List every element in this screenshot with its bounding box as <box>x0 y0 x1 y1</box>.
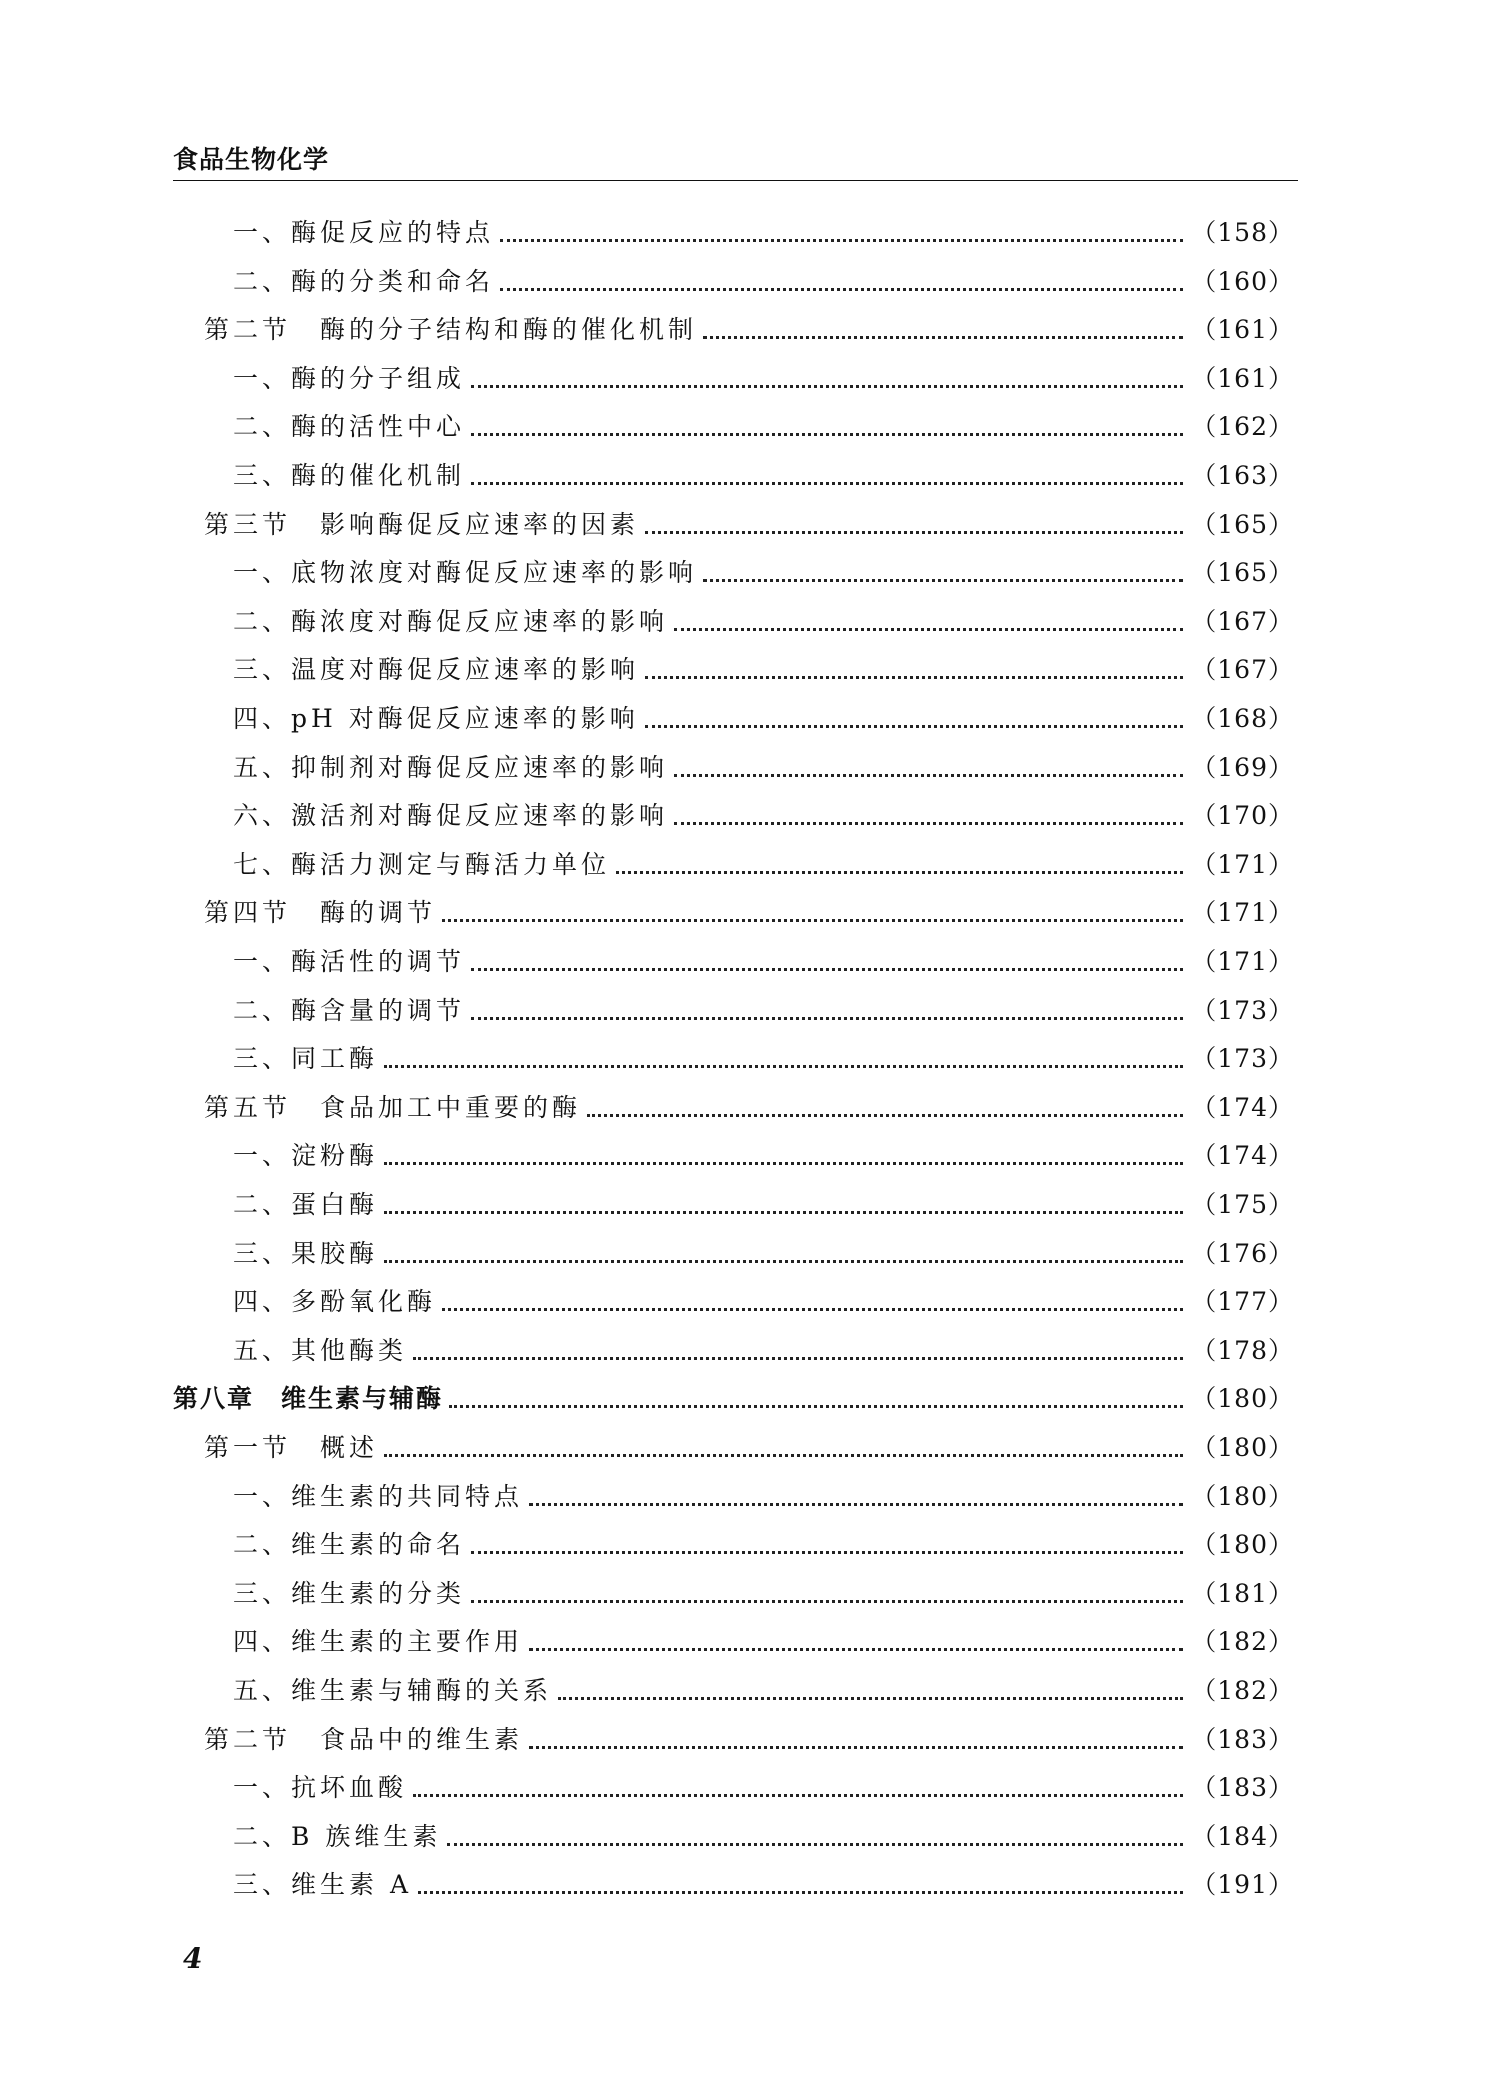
toc-entry-chapter <box>0 1376 1504 1416</box>
toc-entry-item <box>0 1619 1504 1659</box>
dot-leader <box>674 822 1183 825</box>
toc-entry-page: （182） <box>1191 1676 1294 1705</box>
toc-entry-page: （171） <box>1191 898 1294 928</box>
toc-entry-title: 第三节 影响酶促反应速率的因素 <box>204 509 640 539</box>
toc-entry-item <box>0 696 1504 736</box>
toc-entry-item <box>0 842 1504 882</box>
toc-entry-page: （174） <box>1191 1092 1294 1122</box>
toc-entry-title: 一、抗坏血酸 <box>233 1773 408 1803</box>
toc-entry-item <box>0 599 1504 639</box>
dot-leader <box>471 482 1183 485</box>
toc-entry-item <box>0 356 1504 396</box>
toc-entry-title: 三、维生素 A <box>233 1870 413 1900</box>
toc-entry-title: 四、多酚氧化酶 <box>233 1287 437 1317</box>
toc-entry-title: 二、维生素的命名 <box>233 1530 466 1560</box>
toc-entry-title: 第八章 维生素与辅酶 <box>173 1384 444 1414</box>
toc-entry-item <box>0 1571 1504 1611</box>
toc-entry-page: （180） <box>1191 1530 1294 1560</box>
toc-entry-item <box>0 1765 1504 1805</box>
dot-leader <box>500 288 1183 291</box>
toc-entry-item <box>0 550 1504 590</box>
dot-leader <box>442 919 1183 922</box>
dot-leader <box>384 1260 1183 1263</box>
toc-entry-page: （180） <box>1191 1433 1294 1462</box>
running-header <box>173 146 1298 181</box>
toc-entry-page: （162） <box>1191 412 1294 442</box>
toc-entry-title: 一、维生素的共同特点 <box>233 1481 524 1511</box>
toc-entry-page: （168） <box>1191 704 1294 733</box>
toc-entry-section <box>0 307 1504 347</box>
toc-entry-item <box>0 1522 1504 1562</box>
toc-entry-item <box>0 259 1504 299</box>
dot-leader <box>471 1551 1183 1554</box>
dot-leader <box>384 1454 1183 1457</box>
dot-leader <box>558 1697 1183 1700</box>
toc-entry-title: 二、酶浓度对酶促反应速率的影响 <box>233 606 669 636</box>
dot-leader <box>471 1600 1183 1603</box>
dot-leader <box>449 1405 1183 1408</box>
toc-entry-title: 二、蛋白酶 <box>233 1190 379 1219</box>
toc-entry-title: 三、维生素的分类 <box>233 1578 466 1608</box>
toc-entry-title: 五、维生素与辅酶的关系 <box>233 1676 553 1705</box>
toc-entry-item <box>0 1814 1504 1854</box>
toc-entry-page: （161） <box>1191 363 1294 393</box>
dot-leader <box>384 1211 1183 1214</box>
toc-entry-section <box>0 1717 1504 1757</box>
toc-entry-page: （176） <box>1191 1238 1294 1268</box>
toc-entry-title: 五、其他酶类 <box>233 1335 408 1365</box>
toc-entry-title: 四、维生素的主要作用 <box>233 1627 524 1657</box>
dot-leader <box>645 676 1183 679</box>
toc-entry-title: 七、酶活力测定与酶活力单位 <box>233 849 611 879</box>
toc-entry-page: （177） <box>1191 1287 1294 1317</box>
toc-entry-title: 一、酶的分子组成 <box>233 363 466 393</box>
dot-leader <box>413 1357 1183 1360</box>
toc-entry-title: 三、果胶酶 <box>233 1238 379 1268</box>
toc-entry-page: （184） <box>1191 1821 1294 1851</box>
toc-entry-page: （173） <box>1191 1044 1294 1074</box>
toc-entry-page: （178） <box>1191 1335 1294 1365</box>
toc-entry-page: （160） <box>1191 266 1294 296</box>
toc-entry-item <box>0 1279 1504 1319</box>
toc-entry-page: （161） <box>1191 315 1294 345</box>
toc-entry-page: （165） <box>1191 509 1294 539</box>
dot-leader <box>529 1746 1183 1749</box>
toc-entry-title: 二、酶的分类和命名 <box>233 266 495 296</box>
dot-leader <box>471 385 1183 388</box>
toc-entry-page: （170） <box>1191 801 1294 831</box>
dot-leader <box>529 1503 1183 1506</box>
toc-entry-item <box>0 1231 1504 1271</box>
toc-entry-page: （183） <box>1191 1773 1294 1803</box>
dot-leader <box>471 1017 1183 1020</box>
book-title: 食品生物化学 <box>173 145 330 174</box>
toc-entry-page: （169） <box>1191 752 1294 782</box>
toc-entry-title: 三、温度对酶促反应速率的影响 <box>233 655 640 685</box>
dot-leader <box>645 531 1183 534</box>
toc-entry-page: （165） <box>1191 558 1294 588</box>
toc-entry-title: 一、淀粉酶 <box>233 1141 379 1171</box>
toc-entry-item <box>0 988 1504 1028</box>
dot-leader <box>529 1648 1183 1651</box>
toc-entry-page: （174） <box>1191 1141 1294 1171</box>
toc-entry-title: 一、底物浓度对酶促反应速率的影响 <box>233 558 698 588</box>
toc-entry-title: 三、同工酶 <box>233 1044 379 1074</box>
toc-entry-title: 一、酶活性的调节 <box>233 947 466 976</box>
toc-entry-page: （183） <box>1191 1724 1294 1754</box>
toc-entry-item <box>0 1328 1504 1368</box>
toc-entry-title: 三、酶的催化机制 <box>233 461 466 490</box>
dot-leader <box>500 239 1183 242</box>
toc-entry-section <box>0 1425 1504 1465</box>
toc-entry-title: 五、抑制剂对酶促反应速率的影响 <box>233 752 669 782</box>
toc-entry-item <box>0 1133 1504 1173</box>
toc-entry-item <box>0 745 1504 785</box>
toc-entry-item <box>0 1474 1504 1514</box>
toc-entry-page: （163） <box>1191 461 1294 490</box>
dot-leader <box>471 968 1183 971</box>
dot-leader <box>674 774 1183 777</box>
toc-entry-item <box>0 1036 1504 1076</box>
dot-leader <box>703 579 1183 582</box>
toc-entry-page: （180） <box>1191 1481 1294 1511</box>
page-number: 4 <box>183 1942 203 1975</box>
dot-leader <box>418 1891 1183 1894</box>
dot-leader <box>442 1308 1183 1311</box>
toc-entry-title: 第一节 概述 <box>204 1433 379 1462</box>
toc-entry-item <box>0 404 1504 444</box>
toc-entry-item <box>0 647 1504 687</box>
toc-entry-item <box>0 1182 1504 1222</box>
dot-leader <box>674 628 1183 631</box>
toc-entry-page: （175） <box>1191 1190 1294 1219</box>
dot-leader <box>447 1843 1183 1846</box>
toc-entry-section <box>0 1085 1504 1125</box>
dot-leader <box>384 1162 1183 1165</box>
toc-entry-title: 第二节 酶的分子结构和酶的催化机制 <box>204 315 698 345</box>
dot-leader <box>645 725 1184 728</box>
toc-entry-title: 第四节 酶的调节 <box>204 898 437 928</box>
toc-entry-title: 一、酶促反应的特点 <box>233 218 495 247</box>
toc-entry-title: 二、酶的活性中心 <box>233 412 466 442</box>
toc-entry-item <box>0 793 1504 833</box>
toc-entry-title: 六、激活剂对酶促反应速率的影响 <box>233 801 669 831</box>
dot-leader <box>471 433 1183 436</box>
toc-entry-section <box>0 890 1504 930</box>
dot-leader <box>413 1794 1183 1797</box>
toc-entry-item <box>0 1862 1504 1902</box>
dot-leader <box>384 1065 1183 1068</box>
toc-entry-page: （182） <box>1191 1627 1294 1657</box>
toc-entry-page: （167） <box>1191 606 1294 636</box>
toc-entry-page: （191） <box>1191 1870 1294 1900</box>
toc-entry-item <box>0 210 1504 250</box>
toc-entry-item <box>0 939 1504 979</box>
dot-leader <box>587 1114 1183 1117</box>
toc-entry-item <box>0 453 1504 493</box>
toc-entry-page: （173） <box>1191 995 1294 1025</box>
toc-entry-page: （180） <box>1191 1384 1294 1414</box>
toc-entry-title: 第二节 食品中的维生素 <box>204 1724 524 1754</box>
toc-entry-section <box>0 502 1504 542</box>
toc-entry-title: 四、pH 对酶促反应速率的影响 <box>233 704 639 733</box>
toc-entry-page: （171） <box>1191 947 1294 976</box>
toc-entry-title: 二、酶含量的调节 <box>233 995 466 1025</box>
toc-entry-page: （181） <box>1191 1578 1294 1608</box>
toc-entry-page: （167） <box>1191 655 1294 685</box>
toc-entry-item <box>0 1668 1504 1708</box>
toc-entry-title: 第五节 食品加工中重要的酶 <box>204 1092 582 1122</box>
dot-leader <box>703 336 1183 339</box>
toc-entry-title: 二、B 族维生素 <box>233 1821 442 1851</box>
dot-leader <box>616 871 1183 874</box>
toc-entry-page: （158） <box>1191 218 1294 247</box>
toc-entry-page: （171） <box>1191 849 1294 879</box>
